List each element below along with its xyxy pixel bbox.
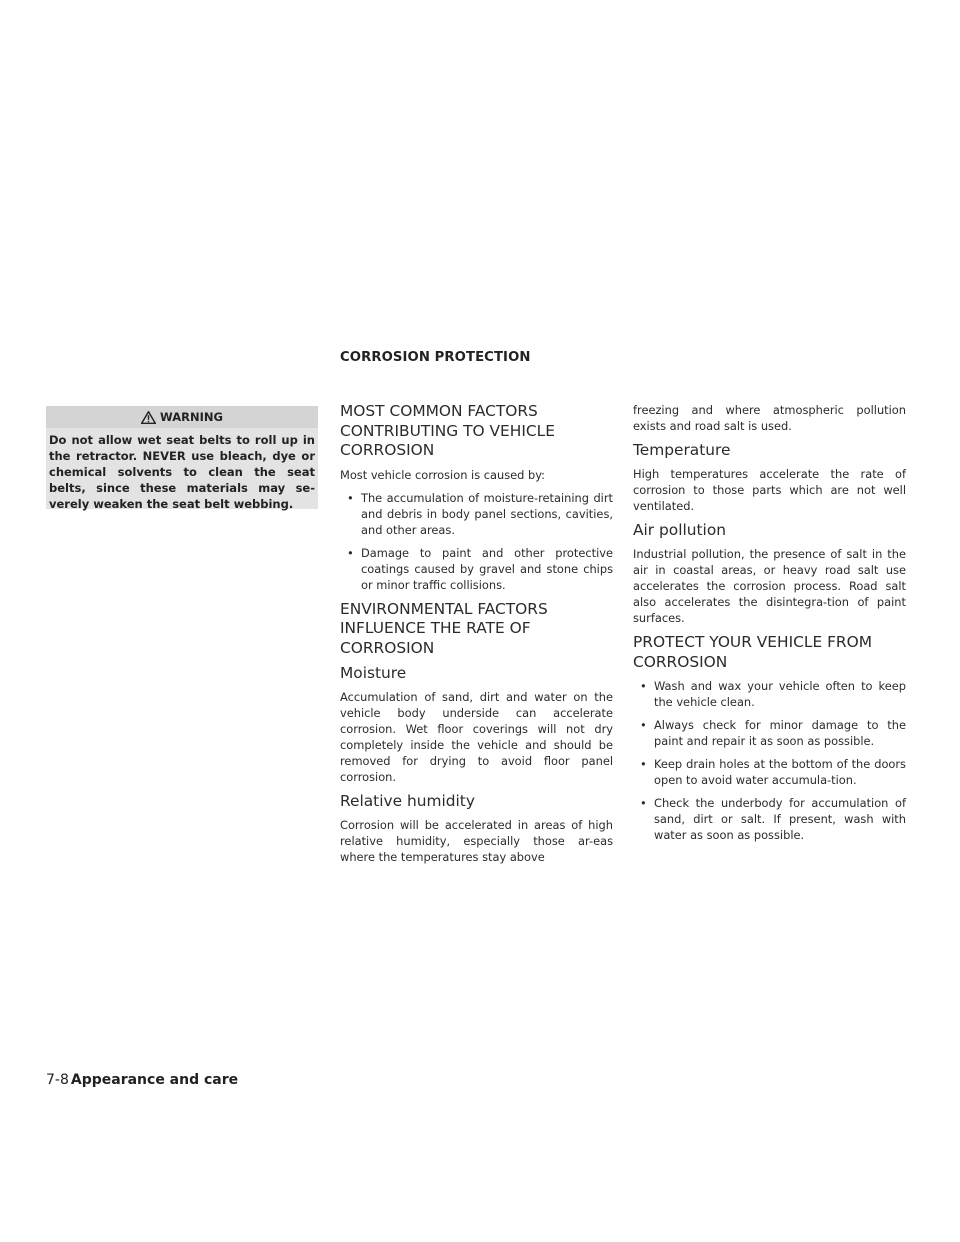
section-title: CORROSION PROTECTION [340, 350, 531, 365]
list-item: • Keep drain holes at the bottom of the doors open to avoid water accumula-tion. [633, 756, 906, 788]
chapter-title: Appearance and care [70, 1072, 239, 1088]
heading-protect-vehicle: PROTECT YOUR VEHICLE FROM CORROSION [633, 633, 873, 671]
list-item: • Wash and wax your vehicle often to keep the vehicle clean. [633, 678, 906, 710]
subheading-moisture: Moisture [340, 664, 407, 682]
warning-icon [141, 411, 156, 424]
pollution-text: Industrial pollution, the presence of salt in the air in coastal areas, or heavy road salt use accelerates the corrosion process. Road salt also accelerates the disintegra-tion of paint surfaces. [633, 547, 906, 625]
humidity-text-continued: freezing and where atmospheric pollution exists and road salt is used. [633, 403, 906, 433]
protect-list [633, 678, 906, 843]
warning-label: WARNING [160, 410, 223, 424]
temperature-text: High temperatures accelerate the rate of corrosion to those parts which are not well ventilated. [633, 467, 906, 513]
heading-common-factors: MOST COMMON FACTORS CONTRIBUTING TO VEHICLE CORROSION [340, 402, 555, 459]
list-item: • Damage to paint and other protective coatings caused by gravel and stone chips or minor traffic collisions. [340, 545, 613, 593]
list-item: • Always check for minor damage to the paint and repair it as soon as possible. [633, 717, 906, 749]
factors-list [340, 490, 613, 593]
humidity-text: Corrosion will be accelerated in areas of high relative humidity, especially those ar-eas where the temperatures stay above [340, 818, 613, 864]
page-footer [46, 1072, 238, 1088]
factors-intro: Most vehicle corrosion is caused by: [340, 467, 545, 482]
subheading-air-pollution: Air pollution [633, 521, 726, 539]
list-item: • Check the underbody for accumulation of sand, dirt or salt. If present, wash with water as soon as possible. [633, 795, 906, 843]
column-middle [340, 402, 613, 872]
heading-environmental-factors: ENVIRONMENTAL FACTORS INFLUENCE THE RATE OF CORROSION [340, 599, 548, 657]
page-number: 7-8 [46, 1072, 69, 1088]
warning-text: Do not allow wet seat belts to roll up in the retractor. NEVER use bleach, dye or chemical solvents to clean the seat belts, since these materials may se-verely weaken the seat belt webbing. [49, 433, 315, 511]
subheading-relative-humidity: Relative humidity [340, 792, 475, 810]
warning-header [46, 406, 318, 428]
column-right [633, 402, 906, 850]
warning-box [46, 406, 318, 509]
subheading-temperature: Temperature [633, 441, 731, 459]
list-item: • The accumulation of moisture-retaining dirt and debris in body panel sections, cavities, and other areas. [340, 490, 613, 538]
moisture-text: Accumulation of sand, dirt and water on the vehicle body underside can accelerate corrosion. Wet floor coverings will not dry completely inside the vehicle and should be removed for drying to avoid floor panel corrosion. [340, 690, 613, 784]
